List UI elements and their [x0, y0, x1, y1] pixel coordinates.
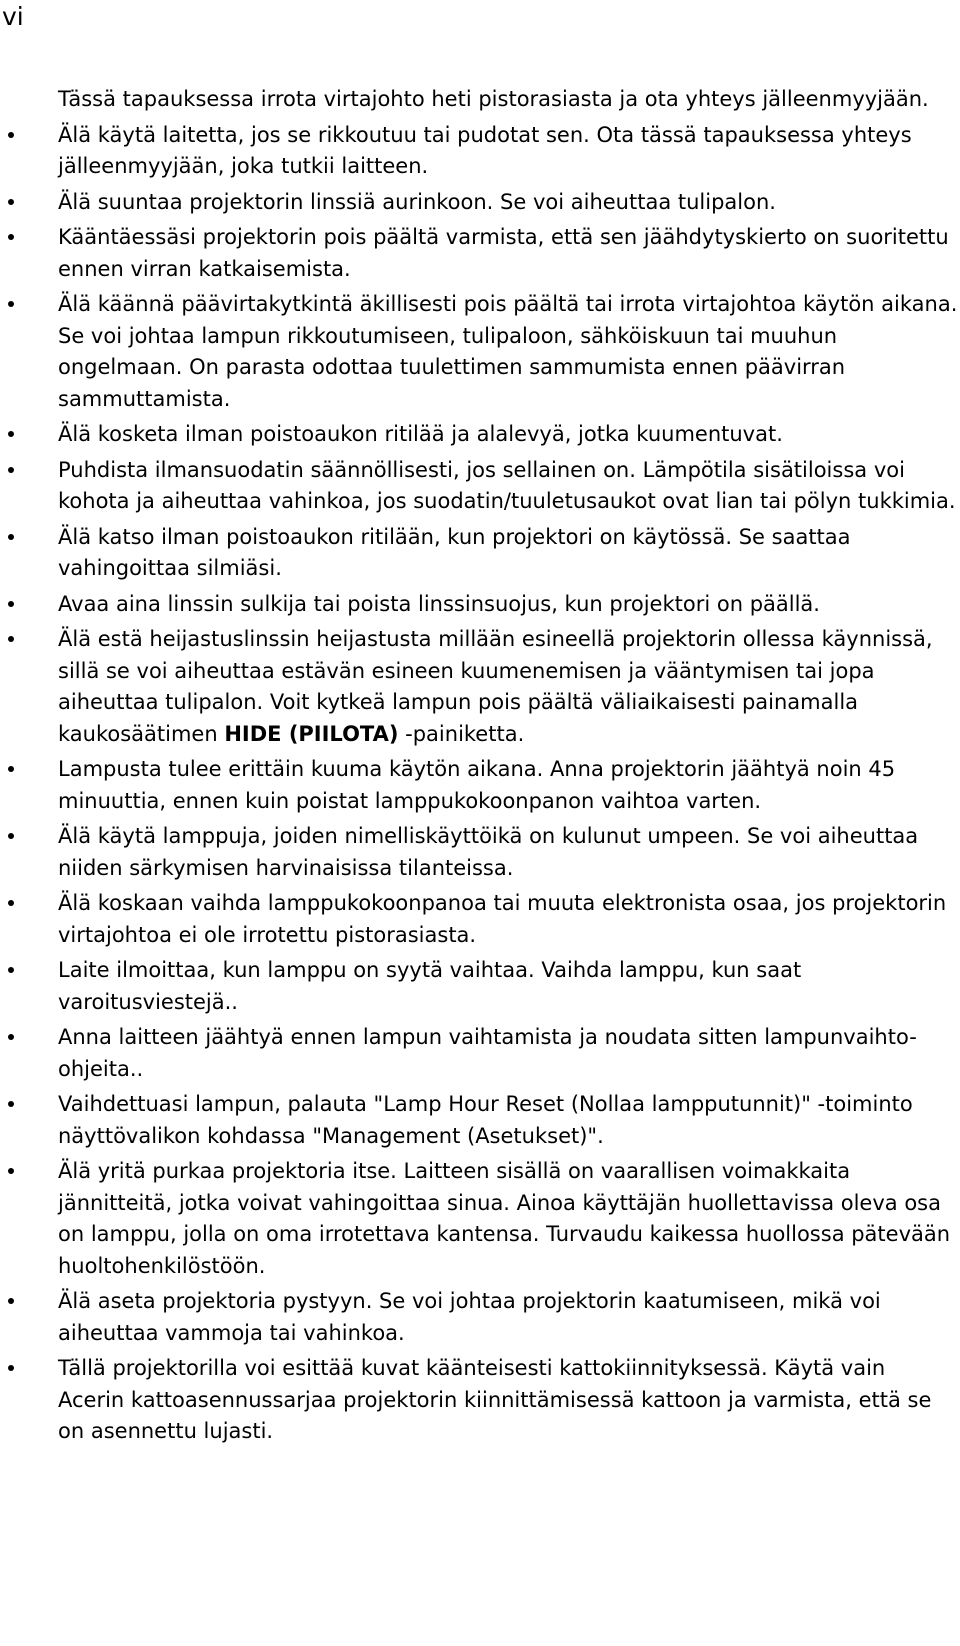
item-text: Vaihdettuasi lampun, palauta "Lamp Hour Reset (Nollaa lampputunnit)" -toiminto näyttövalikon kohdassa "Management (Asetukset)".	[58, 1092, 913, 1148]
list-item	[58, 522, 958, 585]
item-text: Älä estä heijastuslinssin heijastusta millään esineellä projektorin ollessa käynnissä, sillä se voi aiheuttaa estävän esineen kuumenemisen ja vääntymisen tai jopa aiheuttaa tulipalon. Voit kytkeä lampun pois päältä väliaikaisesti painamalla kaukosäätimen	[58, 627, 933, 746]
list-item	[58, 1353, 958, 1448]
page-number: vi	[2, 2, 24, 31]
item-text: Älä käytä laitetta, jos se rikkoutuu tai pudotat sen. Ota tässä tapauksessa yhteys jälleenmyyjään, joka tutkii laitteen.	[58, 122, 912, 178]
item-text: Älä katso ilman poistoaukon ritilään, kun projektori on käytössä. Se saattaa vahingoittaa silmiäsi.	[58, 524, 851, 580]
list-item	[58, 419, 958, 451]
item-text: Tällä projektorilla voi esittää kuvat käänteisesti kattokiinnityksessä. Käytä vain Acerin kattoasennussarjaa projektorin kiinnittämisessä kattoon ja varmista, että se on asennettu lujasti.	[58, 1356, 932, 1443]
item-text: Älä käännä päävirtakytkintä äkillisesti pois päältä tai irrota virtajohtoa käytön aikana. Se voi johtaa lampun rikkoutumiseen, tulipaloon, sähköiskuun tai muuhun ongelmaan. On parasta odottaa tuulettimen sammumista ennen päävirran sammuttamista.	[58, 292, 958, 411]
item-text: Lampusta tulee erittäin kuuma käytön aikana. Anna projektorin jäähtyä noin 45 minuuttia, ennen kuin poistat lamppukokoonpanon vaihtoa varten.	[58, 757, 896, 813]
item-text: Puhdista ilmansuodatin säännöllisesti, jos sellainen on. Lämpötila sisätiloissa voi kohota ja aiheuttaa vahinkoa, jos suodatin/tuuletusaukot ovat lian tai pölyn tukkimia.	[58, 457, 956, 513]
list-item	[58, 821, 958, 884]
list-item	[58, 455, 958, 518]
lead-paragraph: Tässä tapauksessa irrota virtajohto heti pistorasiasta ja ota yhteys jälleenmyyjään.	[58, 87, 929, 111]
list-item	[58, 955, 958, 1018]
list-item	[58, 1089, 958, 1152]
item-text: Älä koskaan vaihda lamppukokoonpanoa tai muuta elektronista osaa, jos projektorin virtajohtoa ei ole irrotettu pistorasiasta.	[58, 891, 947, 947]
list-item	[58, 187, 958, 219]
list-item	[58, 589, 958, 621]
list-item	[58, 120, 958, 183]
list-item	[58, 222, 958, 285]
list-item	[58, 754, 958, 817]
safety-instructions	[58, 84, 958, 1452]
item-text: Laite ilmoittaa, kun lamppu on syytä vaihtaa. Vaihda lamppu, kun saat varoitusviestejä..	[58, 958, 802, 1014]
item-text: Älä suuntaa projektorin linssiä aurinkoon. Se voi aiheuttaa tulipalon.	[58, 189, 776, 214]
list-item	[58, 888, 958, 951]
bullet-list	[58, 120, 958, 1448]
list-item	[58, 1022, 958, 1085]
item-text-after: -painiketta.	[398, 721, 525, 746]
item-text: Anna laitteen jäähtyä ennen lampun vaihtamista ja noudata sitten lampunvaihto-ohjeita..	[58, 1025, 917, 1081]
list-item	[58, 289, 958, 415]
item-text: Älä yritä purkaa projektoria itse. Laitteen sisällä on vaarallisen voimakkaita jännitteitä, jotka voivat vahingoittaa sinua. Ainoa käyttäjän huollettavissa oleva osa on lamppu, jolla on oma irrotettava kantensa. Turvaudu kaikessa huollossa pätevään huoltohenkilöstöön.	[58, 1159, 951, 1278]
item-text: Älä käytä lamppuja, joiden nimelliskäyttöikä on kulunut umpeen. Se voi aiheuttaa niiden särkymisen harvinaisissa tilanteissa.	[58, 824, 919, 880]
list-item	[58, 1156, 958, 1282]
hide-button-label: HIDE (PIILOTA)	[224, 721, 399, 746]
item-text: Avaa aina linssin sulkija tai poista linssinsuojus, kun projektori on päällä.	[58, 591, 820, 616]
item-text: Kääntäessäsi projektorin pois päältä varmista, että sen jäähdytyskierto on suoritettu ennen virran katkaisemista.	[58, 225, 949, 281]
list-item	[58, 1286, 958, 1349]
list-item	[58, 624, 958, 750]
item-text: Älä kosketa ilman poistoaukon ritilää ja alalevyä, jotka kuumentuvat.	[58, 422, 783, 446]
item-text: Älä aseta projektoria pystyyn. Se voi johtaa projektorin kaatumiseen, mikä voi aiheuttaa vammoja tai vahinkoa.	[58, 1289, 881, 1345]
